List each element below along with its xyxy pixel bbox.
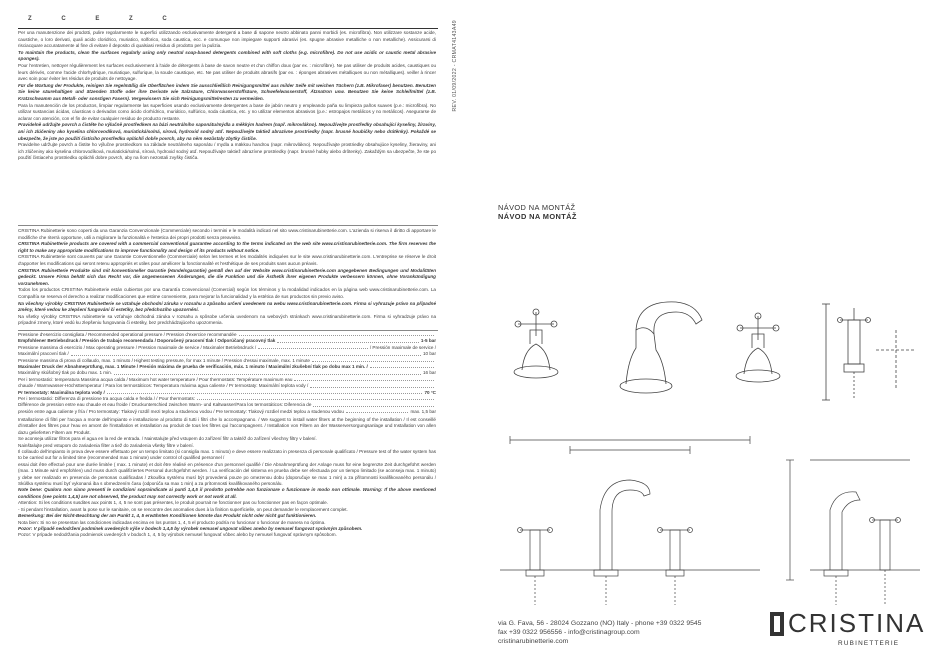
spec-row: Pressione d'esercizio consigliata / Recommended operational pressure / Pression d'exercice recommandée	[18, 332, 436, 338]
care-instructions	[18, 30, 436, 162]
company-contact	[498, 619, 701, 646]
guarantee-it: CRISTINA Rubinetterie sono coperti da una Garanzia Convenzionale (Commerciale) secondo i termini e le modalità indicati nel sito www.cristinarubinetterie.com. L'azienda si riserva il diritto di apportare le modifiche che riterrà opportune, utili a migliorare la funzionalità e l'estetica dei propri prodotti senza preavviso.	[18, 228, 436, 240]
care-it: Per una manutenzione dei prodotti, pulire regolarmente le superfici utilizzando esclusivamente detergenti a base di sapone neutro abbinato panni morbidi (es. microfibra). Non utilizzare sostanze acide, caustiche, o loro derivati, quali acido cloridrico, muriatico, solforico, soda caustica, ecc. e comunque non impiegare supporti abrasivi (es. spugne abrasive metalliche o non metalliche). Assicurarsi di risciacquare accuratamente al fine di evitare il deposito di qualsiasi residuo di prodotto per la pulizia.	[18, 30, 436, 49]
contact-fax-email: fax +39 0322 956556 - info@cristinagroup.com	[498, 629, 640, 636]
care-fr: Pour l'entretien, nettoyer régulièrement les surfaces exclusivement à l'aide de détergents à base de savon neutre et d'un chiffon doux (par ex. : microfibre). Ne pas utiliser de produits acides, caustiques ou leurs dérivés, comme l'acide chlorhydrique, muriatique, sulfurique, la soude caustique, etc. Ne pas utiliser de produits abrasifs (par ex. : éponges abrasives métalliques ou non métalliques). veiller à rincer avec soin pour éviter les résidus de produits de nettoyage.	[18, 62, 436, 82]
header-rule	[18, 28, 438, 29]
note-attention-fr: Attention: Si les conditions susdites aux points 1, 4, 5 ne sont pas présentes, le produit pourrait ne fonctionner pas ou fonctionner pas en façon optimale.	[18, 500, 329, 506]
guarantee-cz: Na všechny výrobky CRISTINA Rubinetterie se vztahuje obchodní záruka v rozsahu a způsobu určení uvedenem na webu www.cristinarubinetterie.com. Firma si vyhrazuje právo na případné změny, které vedou ke zlepšení fungování či estetiky, bez předchozího upozornění.	[18, 300, 436, 313]
front-elevation-spout-icon	[594, 480, 650, 605]
note-nota-es: Nota bien: Si no se presentan las condiciones indicadas encima en los puntos 1, 4, 5 el producto podría no funcionar o funcionar de manera no óptima.	[18, 519, 326, 525]
section-rule-2	[18, 330, 438, 331]
guarantee-en: CRISTINA Rubinetterie products are covered with a commercial conventional guarantee according to the terms indicated on the web site www.cristinarubinetterie.com. The firm reserves the right to make any appropriate modifications to improve functionality and design of its products without notice.	[18, 241, 436, 253]
care-es: Para la manutención de los productos, limpiar regularmente las superficies usando exclusivamente detergentes a base de jabón neutro y empleando paña su limpieza paños suaves (p.e.: microfibra). No utilizar sustancias ácidas, cáusticas o derivados como ácido clorhídrico, muriático, sulfúrico, soda cáustica, etc. y no utilizar elementos abrasivos (p.e.: estropajos metálicos y no metálicos). Asegurarse de aclarar con atención, con el fin de evitar cualquier residuo de producto restante.	[18, 102, 436, 121]
note-warning-it-en: Note bene: Qualora non siano presenti le condizioni sopraindicate ai punti 1,4,5 il prodotto potrebbe non funzionare o funzionare in modo non ottimale. Warning: If the above mentioned conditions (see points 1,4,5) are not observed, the product may not correctly work or not work at all.	[18, 487, 436, 499]
section-rule-1	[18, 225, 438, 226]
spec-row: Maximální pracovní tlak / 10 bar	[18, 351, 436, 357]
care-de: Für die Wartung der Produkte, reinigen Sie regelmäßig die Oberflächen indem Sie ausschließlich Reinigungsmittel aus milder Seife mit weichen Tüchern (z.B. Mikrofaser) benutzen. Benutzen Sie keine säurehaltigen und ätzenden Stoffe oder ihre Derivate wie Salzsäure, Chlorwasserstoffsäure, Schwefelwasserstoff, Ätznatron usw. Benutzen Sie keine Schleifmittel (z.B. Kratzschwamm aus Metall- oder sonstigen Fasern). Vergewissern Sie sich Reinigungsmittelresten zu vermeiden.	[18, 82, 436, 101]
product-perspective-drawing	[496, 290, 936, 410]
spec-row: Per i termostatici: temperatura Massima acqua calda / Maximum hot water temperature / Pour thermostats: Température maximum eau	[18, 377, 436, 383]
care-en: To maintain the products, clean the surfaces regularly using only neutral soap-based detergents combined with soft cloths (e.g. microfibre). Do not use acidic or caustic metal abrasive sponges).	[18, 49, 436, 62]
note-pozor-cz: Pozor: V případě nedodržení podmínek uvedených výše v bodech 1,4,5 by výrobek nemusel ungovat vůbec anebo by nemusel fungovat správným způsobem.	[18, 525, 363, 531]
spout-icon	[620, 302, 702, 393]
revision-code: REV. 01/09/2022 - CRMAT4143A49	[452, 20, 458, 112]
brand-subtitle: RUBINETTERIE	[838, 640, 900, 647]
guarantee-es: Todos los productos CRISTINA Rubinetterie están cubiertos por una Garantía Convencional (Comercial) según los términos y la modalidad indicados en la página web www.cristinarubinetterie.com. La Compañía se reserva el derecho a realizar modificaciones que estime conveniente, para mejorar la funcionalidad y la estética de sus productos sin previo aviso.	[18, 287, 436, 299]
spec-row: Pressione massima di esercizio / Max operating pressure / Pression maximale de service / Maximaler Betriebsdruck / / Pressión maximale de service /	[18, 344, 436, 350]
note-filters: Installazione di filtri per l'acqua a monte dell'impianto e installazione al prodotto di tutti i filtri che lo accompagnano. / We suggest to install water filters at the beginning of the installation / Il est conseillé d'installer des filtres pour l'eau en amont de l'installation et installation au produit de tous les filtres qui l'accompagnent. / Installation von Filtern an der Wasserversorgungsanlage und Installation von allen dazu gelieferten Filtern am Produkt.	[18, 417, 436, 435]
front-elevation-right-handle-icon	[658, 528, 693, 606]
care-cz: Pravidelně udržujte povrch a čistěte ho výlučně prostředkem na bázi neutrálního saponátu/mýdla a měkkým hadrem (např. mikrovlákno). Nepoužívejte prostředky obsahující kyseliny, žíraviny, ani ich zlúčeniny ako kyselina chlorovodíková, muriatická/solná, sírová, hydroxid sodný atď. Nepoužívejte taktiež abrazívne prostriedky (napr. brusné houbičky nebo drátěnky). Pokaždé se ubezpečte, že jste po použití čistícího prostředku opláchli dobře povrch, aby na něm nezůstaly zbytky čističe.	[18, 122, 436, 141]
document-header-letters: Z C E Z C	[28, 16, 181, 22]
front-elevation-left-handle-icon	[518, 528, 553, 606]
note-filters-sk: Nainštalujte pred vstupom do zariadenia filter a tiež do zariadenia všetky filtre v balení.	[18, 442, 194, 448]
spec-row: Empfohlener Betriebsdruck / Presión de trabajo recomendada / Doporučený pracovní tlak / Odporúčaný pracovný tlak 1-5 bar	[18, 338, 436, 344]
guarantee-sk: Na všetky výrobky CRISTINA rubinetterie sa vzťahuje obchodná záruka v rozsahu a spôsobe určenia uvedenom na webových stránkach www.cristinarubinetterie.com. Firma si vyhradzuje právo na prípadné zmeny, ktoré vedú ku zlepšeniu fungovania či estetiky, bez predchádzajúceho upozornenia.	[18, 313, 436, 326]
technical-plan-drawing	[500, 420, 930, 610]
guarantee-fr: CRISTINA Rubinetterie sont couverts par une Garantie Conventionnelle (Commerciale) selon les termes et les modalités indiquées sur le site www.cristinarubinetterie.com. L'entreprise se réserve le droit d'apporter les modifications qui seront retenu appropriés et utiles pour améliorer la fonctionnalité et l'esthétique de ses produits sans aucun préavis.	[18, 254, 436, 266]
side-elevation-drawing-icon	[822, 304, 916, 400]
note-test-it-en: Il collaudo dell'impianto in prova deve essere effettuato per un tempo limitato (si consiglia max. 1 minuto) e deve essere realizzato in presenza di personale qualificato / Pressure test of the water system has to be carried out for a limited time (recommended max 1 minute) under control of qualified personnel /	[18, 449, 436, 461]
spec-row: Pressione massima di prova di collaudo, max. 1 minuto / Highest testing pressure, for max 1 minute / Pression d'essai maximale, max. 1 minute	[18, 358, 436, 364]
right-cross-handle-icon	[736, 313, 780, 382]
side-elevation-small-icon	[786, 460, 920, 605]
spec-row: Per i termostatici: Differenza di pressione tra acqua calda e fredda / / Pour thermostats:	[18, 396, 436, 402]
guarantee-de: CRISTINA Rubinetterie Produkte sind mit konventioneller Garantie (Handelsgarantie) gemäß den auf der Website www.cristinarubinetterie.com angegebenen Bedingungen und Modalitäten gedeckt. Unsere Firma behält sich das Recht vor, die angemessenen Änderungen, die die Funktion und die Ästhetik ihrer eigenen Produkte verbessern können, ohne Vorankündigung vorzunehmen.	[18, 267, 436, 286]
note-pozor-sk: Pozor: V prípade nedodržania podmienok uvedených v bodoch 1, 4, 5 by výrobok nemusel fungovať vôbec alebo by nemusel fungovať správnym spôsobom.	[18, 532, 337, 538]
note-test-multi: essai doit être effectué pour une durée limitée ( max. 1 minute) et doit être réalisé en présence d'un personnel qualifié / Die Abnahmeprüfung der Anlage muss für eine begrenzte Zeit durchgeführt werden (max. 1 Minute wird empfohlen) und muss durch qualifiziertes Personal durchgeführt werden. / La verificación del sistema en prueba debe ser efectuada por un tiempo limitado (se aconseja max. 1 minuto) y debe ser realizado en presencia de personas cualificadas / Zkouška systému musí být provedená pouze po omezenou dobu (doporučuje se max 1 min) a za přítomnosti kvalifikovaného personálu / Skúška systému musí byť vykonaná iba s obmedzením času (odporúča sa max 1 min) a za prítomnosti kvalifikovaného personálu.	[18, 461, 436, 487]
installation-notes	[18, 417, 436, 539]
title-cz: NÁVOD NA MONTÁŽ	[498, 203, 576, 212]
spec-row: chaude / Warmwasser-Höchsttemperatur / Para los termostáticos: Temperatura máxima agua caliente / Pr termostaty: Maximální teplota vody /	[18, 383, 436, 389]
note-bemerkung-de: Bemerkung: Bei der Nicht-Beachtung der am Punkt 1, 4, 5 erwähnten Konditionen könnte das Produkt nicht oder nicht gut funktionieren.	[18, 513, 317, 519]
spec-row: Pr termostaty: Maximálna teplota vody / 70 °C	[18, 389, 436, 395]
title-sk: NÁVOD NA MONTÁŽ	[498, 212, 577, 221]
spec-row: presión entre agua caliente y fría / Pro termostaty: Tlakový rozdíl mezi teplou a studenou vodou / Pre termostaty: Tlakový rozdiel medzi teplou a studenou vodou max. 1,5 bar	[18, 408, 436, 414]
note-filters-es-cz: Se aconseja utilizar filtros para el agua en la red de entrada. / Nainstalujte před vstupem do zařízení filtr a taktéž do zařízení všechny filtry v balení.	[18, 436, 317, 442]
spec-row: Maximaler Druck der Abnahmeprüfung, max. 1 Minute / Presión máxima de prueba de verificación, máx. 1 minuto / Maximální zkušební tlak po dobu max 1 min. /	[18, 364, 436, 370]
spec-row: Différence de pression entre eau chaude et eau froide / Druckunterschied zwischen Warm- und Kaltwasser/Para los termostáticos: Diferencia de	[18, 402, 436, 408]
care-sk: Pravidelne udržujte povrch a čistite ho výlučne prostriedkom na základe neutrálneho saponátu / mydla a mäkkou handrou (napr. mikrovlákno). Nepoužívajte prostriedky obsahujúce kyseliny, žieraviny, ani ich zlúčeniny ako kyselina chlorovodíková, muriatická/solná, sírová, hydroxid sodný atď. Nepoužívajte taktiež abrazívne prostriedky (napr. brusné hubky alebo drôtenky). Zakaždým sa ubezpečte, že ste po použití čistiaceho prostriedku opláchli dobre povrch, aby na ňom nezostali zvyšky čističa.	[18, 142, 436, 161]
brand-name: CRISTINA	[788, 608, 926, 638]
specifications-list	[18, 332, 436, 415]
cristina-logo-mark-icon	[770, 612, 784, 636]
note-installation-fr: - Si pendant l'installation, avant la pose sur le sanitaire, on se rencontre des anomalies dues à la finition superficielle, on peut demander le remplacement complet.	[18, 506, 348, 512]
spec-row: Maximálny skúšobný tlak po dobu max. 1 min. 16 bar	[18, 370, 436, 376]
contact-website: cristinarubinetterie.com	[498, 638, 569, 645]
contact-address: via G. Fava, 56 - 28024 Gozzano (NO) Italy - phone +39 0322 9545	[498, 620, 702, 627]
left-cross-handle-icon	[514, 309, 558, 378]
guarantee-text	[18, 228, 436, 327]
